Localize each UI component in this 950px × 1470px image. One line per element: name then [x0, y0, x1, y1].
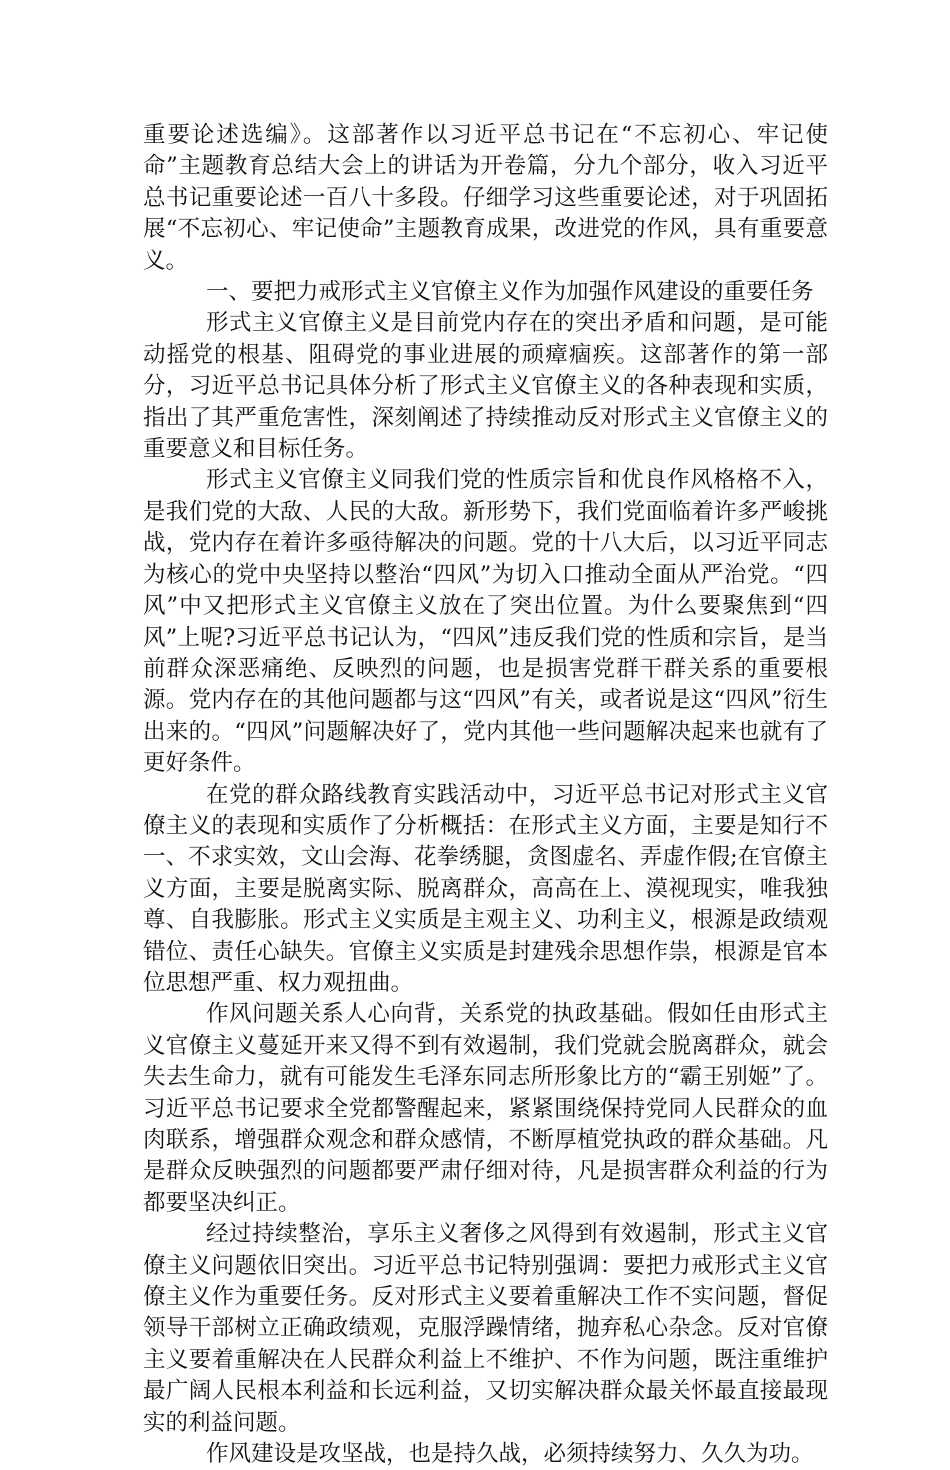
paragraph-body: 形式主义官僚主义同我们党的性质宗旨和优良作风格格不入，是我们党的大敌、人民的大敌。新形势下，我们党面临着许多严峻挑战，党内存在着许多亟待解决的问题。党的十八大后，以习近平同志为核心的党中央坚持以整治“四风”为切入口推动全面从严治党。“四风”中又把形式主义官僚主义放在了突出位置。为什么要聚焦到“四风”上呢?习近平总书记认为，“四风”违反我们党的性质和宗旨，是当前群众深恶痛绝、反映烈的问题，也是损害党群干群关系的重要根源。党内存在的其他问题都与这“四风”有关，或者说是这“四风”衍生出来的。“四风”问题解决好了，党内其他一些问题解决起来也就有了更好条件。 — [143, 467, 828, 777]
section-heading: 一、要把力戒形式主义官僚主义作为加强作风建设的重要任务 — [206, 279, 814, 306]
paragraph-body: 作风问题关系人心向背，关系党的执政基础。假如任由形式主义官僚主义蔓延开来又得不到有效遏制，我们党就会脱离群众，就会失去生命力，就有可能发生毛泽东同志所形象比方的“霸王别姬”了。习近平总书记要求全党都警醒起来，紧紧围绕保持党同人民群众的血肉联系，增强群众观念和群众感情，不断厚植党执政的群众基础。凡是群众反映强烈的问题都要严肃仔细对待，凡是损害群众利益的行为都要坚决纠正。 — [143, 1001, 828, 1216]
paragraph-intro: 重要论述选编》。这部著作以习近平总书记在“不忘初心、牢记使命”主题教育总结大会上的讲话为开卷篇，分九个部分，收入习近平总书记重要论述一百八十多段。仔细学习这些重要论述，对于巩固拓展“不忘初心、牢记使命”主题教育成果，改进党的作风，具有重要意义。 — [143, 122, 828, 274]
paragraph-body: 作风建设是攻坚战，也是持久战，必须持续努力、久久为功。 — [206, 1441, 814, 1468]
document-page — [143, 120, 828, 1470]
paragraph-body: 经过持续整治，享乐主义奢侈之风得到有效遏制，形式主义官僚主义问题依旧突出。习近平总书记特别强调：要把力戒形式主义官僚主义作为重要任务。反对形式主义要着重解决工作不实问题，督促领导干部树立正确政绩观，克服浮躁情绪，抛弃私心杂念。反对官僚主义要着重解决在人民群众利益上不维护、不作为问题，既注重维护最广阔人民根本利益和长远利益，又切实解决群众最关怀最直接最现实的利益问题。 — [143, 1221, 828, 1436]
paragraph-body: 在党的群众路线教育实践活动中，习近平总书记对形式主义官僚主义的表现和实质作了分析概括：在形式主义方面，主要是知行不一、不求实效，文山会海、花拳绣腿，贪图虚名、弄虚作假;在官僚主义方面，主要是脱离实际、脱离群众，高高在上、漠视现实，唯我独尊、自我膨胀。形式主义实质是主观主义、功利主义，根源是政绩观错位、责任心缺失。官僚主义实质是封建残余思想作祟，根源是官本位思想严重、权力观扭曲。 — [143, 781, 828, 996]
paragraph-body: 形式主义官僚主义是目前党内存在的突出矛盾和问题，是可能动摇党的根基、阻碍党的事业进展的顽瘴痼疾。这部著作的第一部分，习近平总书记具体分析了形式主义官僚主义的各种表现和实质，指出了其严重危害性，深刻阐述了持续推动反对形式主义官僚主义的重要意义和目标任务。 — [143, 310, 828, 463]
